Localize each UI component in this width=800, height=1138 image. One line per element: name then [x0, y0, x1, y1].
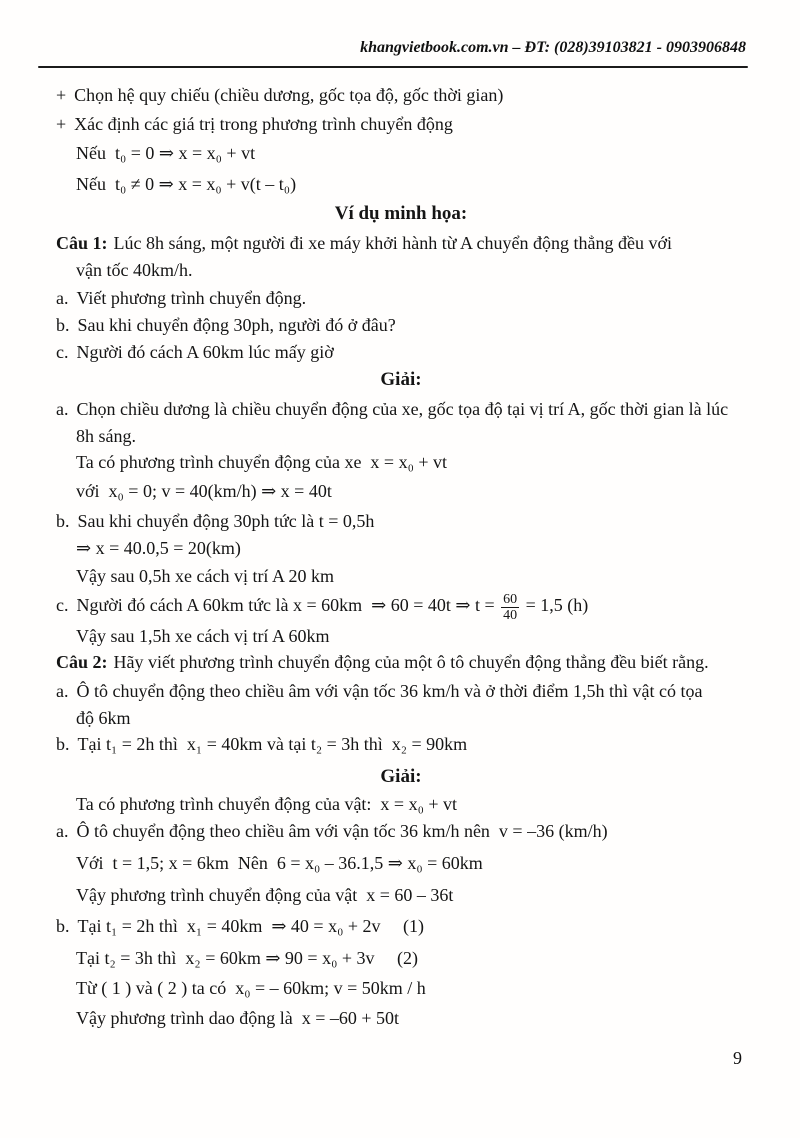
- line-text: Ô tô chuyển động theo chiều âm với vận tốc 36 km/h nên v = –36 (km/h): [76, 821, 608, 841]
- line-text: = 1,5 (h): [521, 595, 589, 615]
- list-item-line: [56, 680, 746, 702]
- line-text: Từ ( 1 ) và ( 2 ) ta có x₀ = – 60km; v = 50km / h: [76, 978, 426, 998]
- line-text: Ô tô chuyển động theo chiều âm với vận tốc 36 km/h và ở thời điểm 1,5h thì vật có tọa: [76, 681, 703, 701]
- equation-line: [56, 142, 766, 164]
- line-text: 8h sáng.: [76, 426, 136, 446]
- page-number: 9: [733, 1048, 742, 1068]
- bullet-line: [56, 113, 746, 135]
- question-line: [56, 232, 746, 254]
- list-item-line: [56, 510, 746, 532]
- line-text: Vậy phương trình chuyển động của vật x = 60 – 36t: [76, 885, 454, 905]
- line-text: Nếu t₀ = 0 ⇒ x = x₀ + vt: [76, 143, 256, 163]
- text-line: [56, 793, 766, 815]
- list-item-line: [56, 398, 746, 420]
- line-text: Ta có phương trình chuyển động của vật: x = x₀ + vt: [76, 794, 458, 814]
- text-line: [56, 451, 766, 473]
- item-label: b.: [56, 916, 70, 936]
- item-label: a.: [56, 681, 69, 701]
- text-line: [56, 565, 766, 587]
- line-text: Người đó cách A 60km lúc mấy giờ: [76, 342, 334, 362]
- item-label: b.: [56, 734, 70, 754]
- section-heading-solution: Giải:: [380, 766, 422, 787]
- equation-line: [56, 537, 766, 559]
- section-heading-solution: Giải:: [380, 369, 422, 390]
- bullet-marker: +: [56, 85, 67, 105]
- line-text: Tại t₂ = 3h thì x₂ = 60km ⇒ 90 = x₀ + 3v (2): [76, 948, 418, 968]
- line-text: Lúc 8h sáng, một người đi xe máy khởi hành từ A chuyển động thẳng đều với: [113, 233, 673, 253]
- section-heading-examples: Ví dụ minh họa:: [334, 203, 468, 224]
- fraction-denominator: 40: [503, 608, 518, 623]
- bullet-marker: +: [56, 114, 67, 134]
- line-text: độ 6km: [76, 708, 131, 728]
- item-label: b.: [56, 511, 70, 531]
- text-line: [56, 884, 766, 906]
- list-item-line: [56, 341, 746, 363]
- line-text: Sau khi chuyển động 30ph, người đó ở đâu?: [77, 315, 396, 335]
- item-label: a.: [56, 399, 69, 419]
- text-line: [56, 259, 766, 281]
- fraction-numerator: 60: [503, 592, 518, 607]
- list-item-line: [56, 287, 746, 309]
- equation-line: [56, 852, 766, 874]
- line-text: Chọn chiều dương là chiều chuyển động của xe, gốc tọa độ tại vị trí A, gốc thời gian là lúc: [76, 399, 729, 419]
- fraction: [499, 592, 521, 623]
- line-text: Xác định các giá trị trong phương trình chuyển động: [74, 114, 453, 134]
- line-text: với x₀ = 0; v = 40(km/h) ⇒ x = 40t: [76, 481, 332, 501]
- line-text: Tại t₁ = 2h thì x₁ = 40km và tại t₂ = 3h thì x₂ = 90km: [77, 734, 468, 754]
- line-text: Người đó cách A 60km tức là x = 60km ⇒ 60 = 40t ⇒ t =: [76, 595, 500, 615]
- line-text: Chọn hệ quy chiếu (chiều dương, gốc tọa độ, gốc thời gian): [74, 85, 504, 105]
- list-item-line: [56, 592, 746, 623]
- line-text: Vậy sau 0,5h xe cách vị trí A 20 km: [76, 566, 334, 586]
- equation-line: [56, 947, 766, 969]
- list-item-line: [56, 820, 746, 842]
- item-label: b.: [56, 315, 70, 335]
- line-text: ⇒ x = 40.0,5 = 20(km): [76, 538, 241, 558]
- text-line: [56, 425, 766, 447]
- line-text: Vậy phương trình dao động là x = –60 + 50t: [76, 1008, 400, 1028]
- item-label: c.: [56, 595, 69, 615]
- list-item-line: [56, 733, 746, 755]
- item-label: a.: [56, 821, 69, 841]
- line-text: Tại t₁ = 2h thì x₁ = 40km ⇒ 40 = x₀ + 2v (1): [77, 916, 424, 936]
- equation-line: [56, 173, 766, 195]
- line-text: Nếu t₀ ≠ 0 ⇒ x = x₀ + v(t – t₀): [76, 174, 297, 194]
- item-label: a.: [56, 288, 69, 308]
- bullet-line: [56, 84, 746, 106]
- text-line: [56, 707, 766, 729]
- equation-line: [56, 977, 766, 999]
- page-content: [56, 0, 746, 1138]
- question-label: Câu 1:: [56, 233, 108, 253]
- question-label: Câu 2:: [56, 652, 108, 672]
- line-text: Hãy viết phương trình chuyển động của một ô tô chuyển động thẳng đều biết rằng.: [113, 652, 709, 672]
- line-text: Viết phương trình chuyển động.: [76, 288, 307, 308]
- item-label: c.: [56, 342, 69, 362]
- list-item-line: [56, 314, 746, 336]
- text-line: [56, 625, 766, 647]
- line-text: Ta có phương trình chuyển động của xe x = x₀ + vt: [76, 452, 448, 472]
- equation-line: [56, 480, 766, 502]
- header-branding: khangvietbook.com.vn – ĐT: (028)39103821 - 0903906848: [360, 39, 746, 56]
- question-line: [56, 651, 746, 673]
- list-item-line: [56, 915, 746, 937]
- line-text: Sau khi chuyển động 30ph tức là t = 0,5h: [77, 511, 375, 531]
- line-text: Với t = 1,5; x = 6km Nên 6 = x₀ – 36.1,5 ⇒ x₀ = 60km: [76, 853, 483, 873]
- line-text: Vậy sau 1,5h xe cách vị trí A 60km: [76, 626, 330, 646]
- line-text: vận tốc 40km/h.: [76, 260, 193, 280]
- text-line: [56, 1007, 766, 1029]
